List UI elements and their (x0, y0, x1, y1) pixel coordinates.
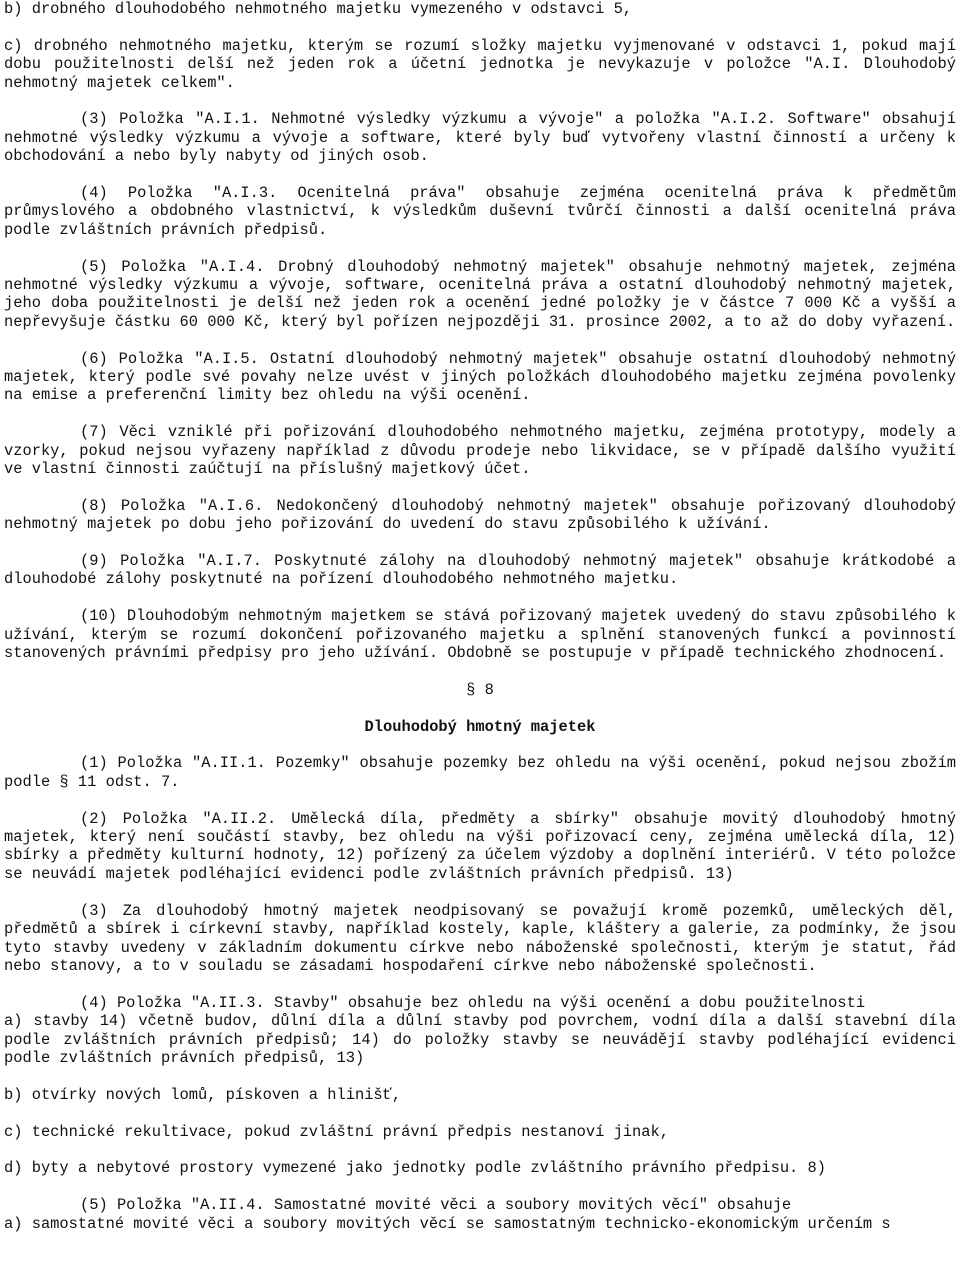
section8-paragraph-2: (2) Položka "A.II.2. Umělecká díla, předměty a sbírky" obsahuje movitý dlouhodobý hmotný majetek, který není součástí stavby, bez ohledu na výši pořizovací ceny, zejména umělecká díla, 12) sbírky a předměty kulturní hodnoty, 12) pořízený za účelem výzdoby a doplnění interiérů. V této položce se neuvádí majetek podléhající evidenci podle zvláštních právních předpisů. 13) (4, 809, 956, 883)
paragraph-3: (3) Položka "A.I.1. Nehmotné výsledky výzkumu a vývoje" a položka "A.I.2. Software" obsahují nehmotné výsledky výzkumu a vývoje a software, které byly buď vytvořeny vlastní činností a určeny k obchodování a nebo byly nabyty od jiných osob. (4, 110, 956, 166)
document-page (4, 0, 956, 1233)
paragraph-item-c: c) drobného nehmotného majetku, kterým se rozumí složky majetku vyjmenované v odstavci 1, pokud mají dobu použitelnosti delší než jeden rok a účetní jednotka je nevykazuje v položce "A.I. Dlouhodobý nehmotný majetek celkem". (4, 36, 956, 92)
section8-paragraph-4-item-a: a) stavby 14) včetně budov, důlní díla a důlní stavby pod povrchem, vodní díla a další stavební díla podle zvláštních právních předpisů; 14) do položky stavby se neuvádějí stavby podléhající evidenci podle zvláštních právních předpisů, 13) (4, 1012, 956, 1067)
section-heading: Dlouhodobý hmotný majetek (364, 717, 596, 736)
section8-paragraph-3: (3) Za dlouhodobý hmotný majetek neodpisovaný se považují kromě pozemků, uměleckých děl, předmětů a sbírek i církevní stavby, například kostely, kaple, kláštery a galerie, za podmínky, že jsou tyto stavby uvedeny v základním dokumentu církve nebo náboženské společnosti, kterým je statut, řád nebo stanovy, a to v souladu se zásadami hospodaření církve nebo náboženské společnosti. (4, 901, 956, 975)
paragraph-9: (9) Položka "A.I.7. Poskytnuté zálohy na dlouhodobý nehmotný majetek" obsahuje krátkodobé a dlouhodobé zálohy poskytnuté na pořízení dlouhodobého nehmotného majetku. (4, 552, 956, 589)
paragraph-10: (10) Dlouhodobým nehmotným majetkem se stává pořizovaný majetek uvedený do stavu způsobilého k užívání, kterým se rozumí dokončení pořizovaného majetku a splnění stanovených funkcí a povinností stanovených právními předpisy pro jeho užívání. Obdobně se postupuje v případě technického zhodnocení. (4, 607, 956, 663)
section8-paragraph-4-item-c: c) technické rekultivace, pokud zvláštní právní předpis nestanoví jinak, (4, 1122, 669, 1141)
section8-paragraph-4: (4) Položka "A.II.3. Stavby" obsahuje bez ohledu na výši ocenění a dobu použitelnosti (80, 993, 866, 1012)
section8-paragraph-4-item-d: d) byty a nebytové prostory vymezené jako jednotky podle zvláštního právního předpisu. 8) (4, 1159, 826, 1178)
section-number: § 8 (466, 680, 494, 699)
paragraph-5: (5) Položka "A.I.4. Drobný dlouhodobý nehmotný majetek" obsahuje nehmotný majetek, zejména nehmotné výsledky výzkumu a vývoje, software, ocenitelná práva a ostatní dlouhodobý nehmotný majetek, jeho doba použitelnosti je delší než jeden rok a ocenění jedné položky je v částce 7 000 Kč a vyšší a nepřevyšuje částku 60 000 Kč, který byl pořízen nejpozději 31. prosince 2002, a to až do doby vyřazení. (4, 257, 956, 331)
section8-paragraph-1: (1) Položka "A.II.1. Pozemky" obsahuje pozemky bez ohledu na výši ocenění, pokud nejsou zbožím podle § 11 odst. 7. (4, 754, 956, 791)
section8-paragraph-5: (5) Položka "A.II.4. Samostatné movité věci a soubory movitých věcí" obsahuje (80, 1196, 792, 1215)
section8-paragraph-4-item-b: b) otvírky nových lomů, pískoven a hlinišť, (4, 1085, 402, 1104)
section8-paragraph-5-item-a: a) samostatné movité věci a soubory movitých věcí se samostatným technicko-ekonomickým určením s (4, 1214, 891, 1233)
paragraph-6: (6) Položka "A.I.5. Ostatní dlouhodobý nehmotný majetek" obsahuje ostatní dlouhodobý nehmotný majetek, který podle své povahy nelze uvést v jiných položkách dlouhodobého majetku zejména povolenky na emise a preferenční limity bez ohledu na výši ocenění. (4, 349, 956, 405)
paragraph-8: (8) Položka "A.I.6. Nedokončený dlouhodobý nehmotný majetek" obsahuje pořizovaný dlouhodobý nehmotný majetek po dobu jeho pořizování do uvedení do stavu způsobilého k užívání. (4, 496, 956, 534)
paragraph-item-b: b) drobného dlouhodobého nehmotného majetku vymezeného v odstavci 5, (4, 0, 633, 18)
paragraph-4: (4) Položka "A.I.3. Ocenitelná práva" obsahuje zejména ocenitelná práva k předmětům průmyslového a obdobného vlastnictví, k výsledkům duševní tvůrčí činnosti a další ocenitelná práva podle zvláštních právních předpisů. (4, 184, 956, 239)
paragraph-7: (7) Věci vzniklé při pořizování dlouhodobého nehmotného majetku, zejména prototypy, modely a vzorky, pokud nejsou vyřazeny například z důvodu prodeje nebo likvidace, se v případě dalšího využití ve vlastní činnosti zaúčtují na příslušný majetkový účet. (4, 423, 956, 479)
